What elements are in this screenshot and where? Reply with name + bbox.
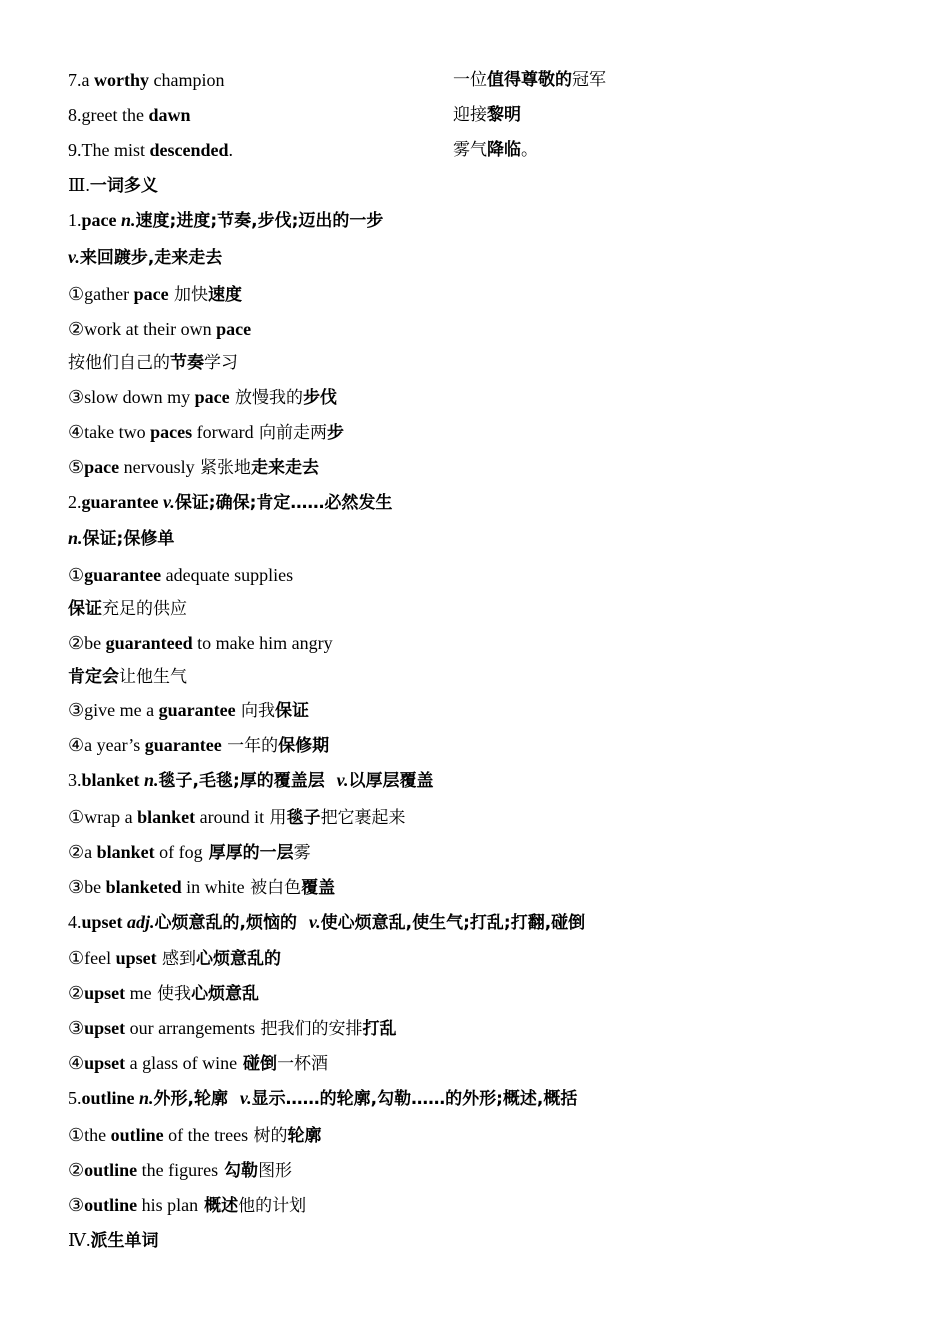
blanket-example-2: ②a blanket of fog 厚厚的一层雾 [68,842,311,863]
upset-example-2: ②upset me 使我心烦意乱 [68,983,260,1004]
pace-example-2-translation: 按他们自己的节奏学习 [68,353,238,373]
guarantee-example-2: ②be guaranteed to make him angry [68,633,333,653]
pace-entry-verb: v.来回踱步,走来走去 [68,247,223,268]
upset-example-4: ④upset a glass of wine 碰倒一杯酒 [68,1053,329,1074]
section-3-heading: Ⅲ.一词多义 [68,175,158,196]
item-7-translation: 一位值得尊敬的冠军 [453,70,606,90]
item-9-translation: 雾气降临。 [453,140,538,160]
guarantee-example-4: ④a year’s guarantee 一年的保修期 [68,735,330,756]
pace-example-4: ④take two paces forward 向前走两步 [68,422,345,443]
item-7-phrase: 7.a worthy champion [68,70,225,90]
outline-entry-head: 5.outline n.外形,轮廓 v.显示……的轮廓,勾勒……的外形;概述,概括 [68,1088,578,1109]
blanket-example-3: ③be blanketed in white 被白色覆盖 [68,877,336,898]
pace-example-1: ①gather pace 加快速度 [68,284,243,305]
outline-example-2: ②outline the figures 勾勒图形 [68,1160,293,1181]
upset-entry-head: 4.upset adj.心烦意乱的,烦恼的 v.使心烦意乱,使生气;打乱;打翻,碰倒 [68,912,586,933]
guarantee-entry-noun: n.保证;保修单 [68,528,175,549]
outline-example-3: ③outline his plan 概述他的计划 [68,1195,307,1216]
pace-example-3: ③slow down my pace 放慢我的步伐 [68,387,338,408]
guarantee-entry-head: 2.guarantee v.保证;确保;肯定……必然发生 [68,492,393,513]
pace-entry-head: 1.pace n.速度;进度;节奏,步伐;迈出的一步 [68,210,384,231]
guarantee-example-3: ③give me a guarantee 向我保证 [68,700,310,721]
upset-example-3: ③upset our arrangements 把我们的安排打乱 [68,1018,397,1039]
guarantee-example-2-translation: 肯定会让他生气 [68,667,187,687]
blanket-example-1: ①wrap a blanket around it 用毯子把它裹起来 [68,807,406,828]
guarantee-example-1-translation: 保证充足的供应 [68,599,187,619]
item-8-phrase: 8.greet the dawn [68,105,191,125]
pace-example-2: ②work at their own pace [68,319,252,339]
guarantee-example-1: ①guarantee adequate supplies [68,565,294,585]
pace-example-5: ⑤pace nervously 紧张地走来走去 [68,457,320,478]
blanket-entry-head: 3.blanket n.毯子,毛毯;厚的覆盖层 v.以厚层覆盖 [68,770,434,791]
upset-example-1: ①feel upset 感到心烦意乱的 [68,948,282,969]
outline-example-1: ①the outline of the trees 树的轮廓 [68,1125,322,1146]
item-8-translation: 迎接黎明 [453,105,521,125]
section-4-heading: Ⅳ.派生单词 [68,1230,159,1251]
item-9-phrase: 9.The mist descended. [68,140,234,160]
